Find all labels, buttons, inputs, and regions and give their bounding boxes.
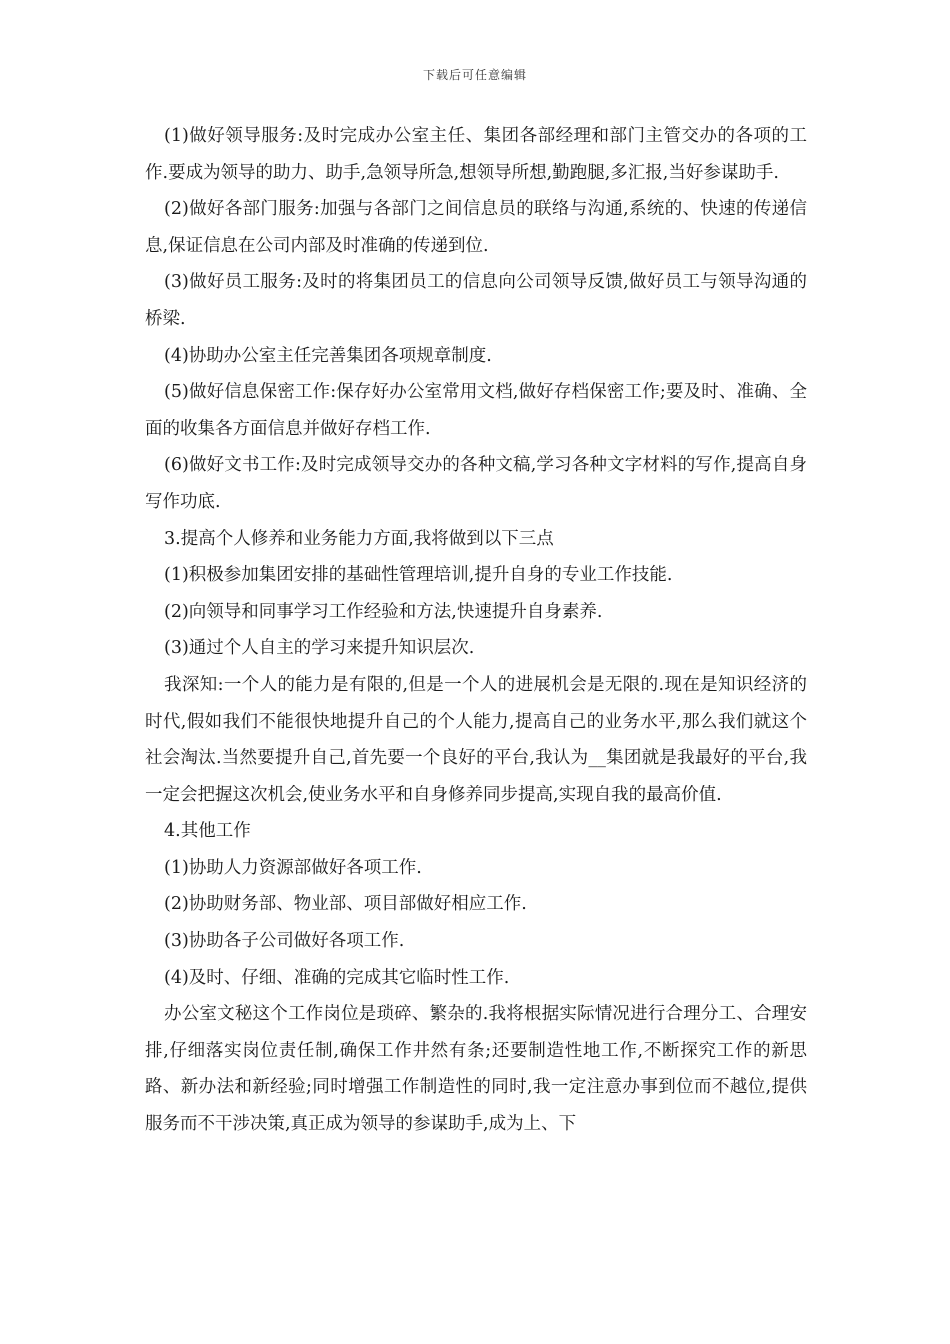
- paragraph-leader-service: (1)做好领导服务:及时完成办公室主任、集团各部经理和部门主管交办的各项的工作.要成为领导的助力、助手,急领导所急,想领导所想,勤跑腿,多汇报,当好参谋助手.: [145, 126, 807, 183]
- paragraph-temporary-work: (4)及时、仔细、准确的完成其它临时性工作.: [164, 967, 510, 988]
- paragraph-regulations: (4)协助办公室主任完善集团各项规章制度.: [164, 345, 492, 366]
- paragraph-training: (1)积极参加集团安排的基础性管理培训,提升自身的专业工作技能.: [164, 565, 673, 586]
- paragraph-department-service: (2)做好各部门服务:加强与各部门之间信息员的联络与沟通,系统的、快速的传递信息,保证信息在公司内部及时准确的传递到位.: [145, 199, 807, 256]
- page-header: 下载后可任意编辑: [422, 68, 527, 82]
- section-heading-self-improvement: 3.提高个人修养和业务能力方面,我将做到以下三点: [164, 528, 554, 549]
- section-heading-other-work: 4.其他工作: [164, 821, 251, 842]
- paragraph-employee-service: (3)做好员工服务:及时的将集团员工的信息向公司领导反馈,做好员工与领导沟通的桥梁.: [145, 272, 807, 329]
- paragraph-self-study: (3)通过个人自主的学习来提升知识层次.: [164, 638, 475, 659]
- paragraph-conclusion: 办公室文秘这个工作岗位是琐碎、繁杂的.我将根据实际情况进行合理分工、合理安排,仔细落实岗位责任制,确保工作井然有条;还要制造性地工作,不断探究工作的新思路、新办法和新经验;同时增强工作制造性的同时,我一定注意办事到位而不越位,提供服务而不干涉决策,真正成为领导的参谋助手,成为上、下: [145, 1004, 807, 1135]
- paragraph-assist-subsidiaries: (3)协助各子公司做好各项工作.: [164, 931, 405, 952]
- paragraph-reflection: 我深知:一个人的能力是有限的,但是一个人的进展机会是无限的.现在是知识经济的时代,假如我们不能很快地提升自己的个人能力,提高自己的业务水平,那么我们就这个社会淘汰.当然要提升自己,首先要一个良好的平台,我认为__集团就是我最好的平台,我一定会把握这次机会,使业务水平和自身修养同步提高,实现自我的最高价值.: [145, 674, 807, 805]
- document-body: [145, 118, 807, 1143]
- paragraph-confidentiality: (5)做好信息保密工作:保存好办公室常用文档,做好存档保密工作;要及时、准确、全面的收集各方面信息并做好存档工作.: [145, 382, 807, 439]
- paragraph-documents: (6)做好文书工作:及时完成领导交办的各种文稿,学习各种文字材料的写作,提高自身写作功底.: [145, 455, 807, 512]
- paragraph-assist-hr: (1)协助人力资源部做好各项工作.: [164, 857, 422, 878]
- paragraph-assist-finance: (2)协助财务部、物业部、项目部做好相应工作.: [164, 894, 527, 915]
- paragraph-learn-from-colleagues: (2)向领导和同事学习工作经验和方法,快速提升自身素养.: [164, 601, 603, 622]
